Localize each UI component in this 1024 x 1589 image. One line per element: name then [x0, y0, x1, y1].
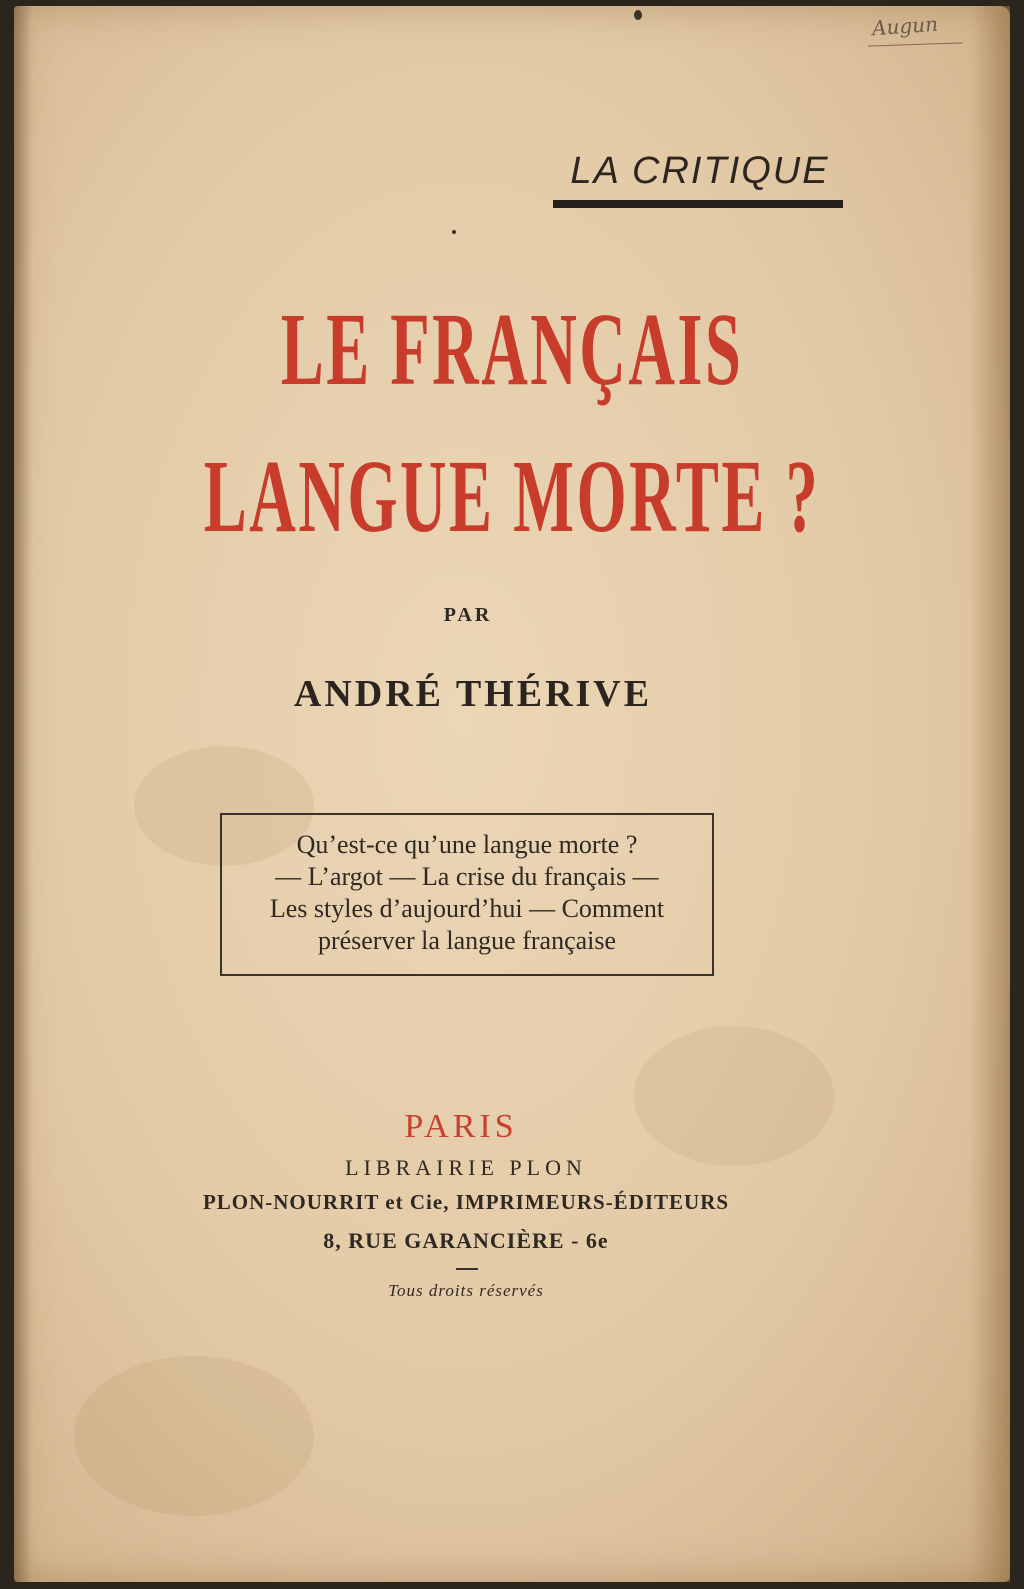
title-line-2: LANGUE MORTE ?: [203, 439, 821, 554]
handwritten-note: Augun: [871, 11, 939, 41]
ink-spot: [634, 10, 642, 20]
author-name: ANDRÉ THÉRIVE: [293, 673, 653, 715]
series-rule: [553, 200, 843, 208]
paper-stain: [74, 1356, 314, 1516]
title-line-1: LE FRANÇAIS: [280, 292, 744, 407]
series-label: LA CRITIQUE: [570, 150, 830, 192]
imprint-printers: PLON-NOURRIT et Cie, IMPRIMEURS-ÉDITEURS: [202, 1190, 730, 1214]
contents-line: — L’argot — La crise du français —: [275, 862, 659, 891]
book-cover: [14, 6, 1010, 1582]
worn-right-edge: [970, 6, 1010, 1582]
imprint-address: 8, RUE GARANCIÈRE - 6e: [323, 1228, 609, 1253]
spine-shadow: [14, 6, 32, 1582]
contents-line: Les styles d’aujourd’hui — Comment: [269, 894, 665, 923]
ink-spot: [452, 230, 456, 234]
contents-line: Qu’est-ce qu’une langue morte ?: [296, 830, 638, 859]
contents-box: [220, 813, 714, 976]
rights-notice: Tous droits réservés: [388, 1281, 544, 1300]
contents-line: préserver la langue française: [317, 926, 617, 955]
divider-rule: [456, 1268, 478, 1270]
imprint-publisher: LIBRAIRIE PLON: [345, 1155, 587, 1180]
imprint-city: PARIS: [404, 1108, 518, 1145]
byline-par: PAR: [443, 604, 493, 626]
